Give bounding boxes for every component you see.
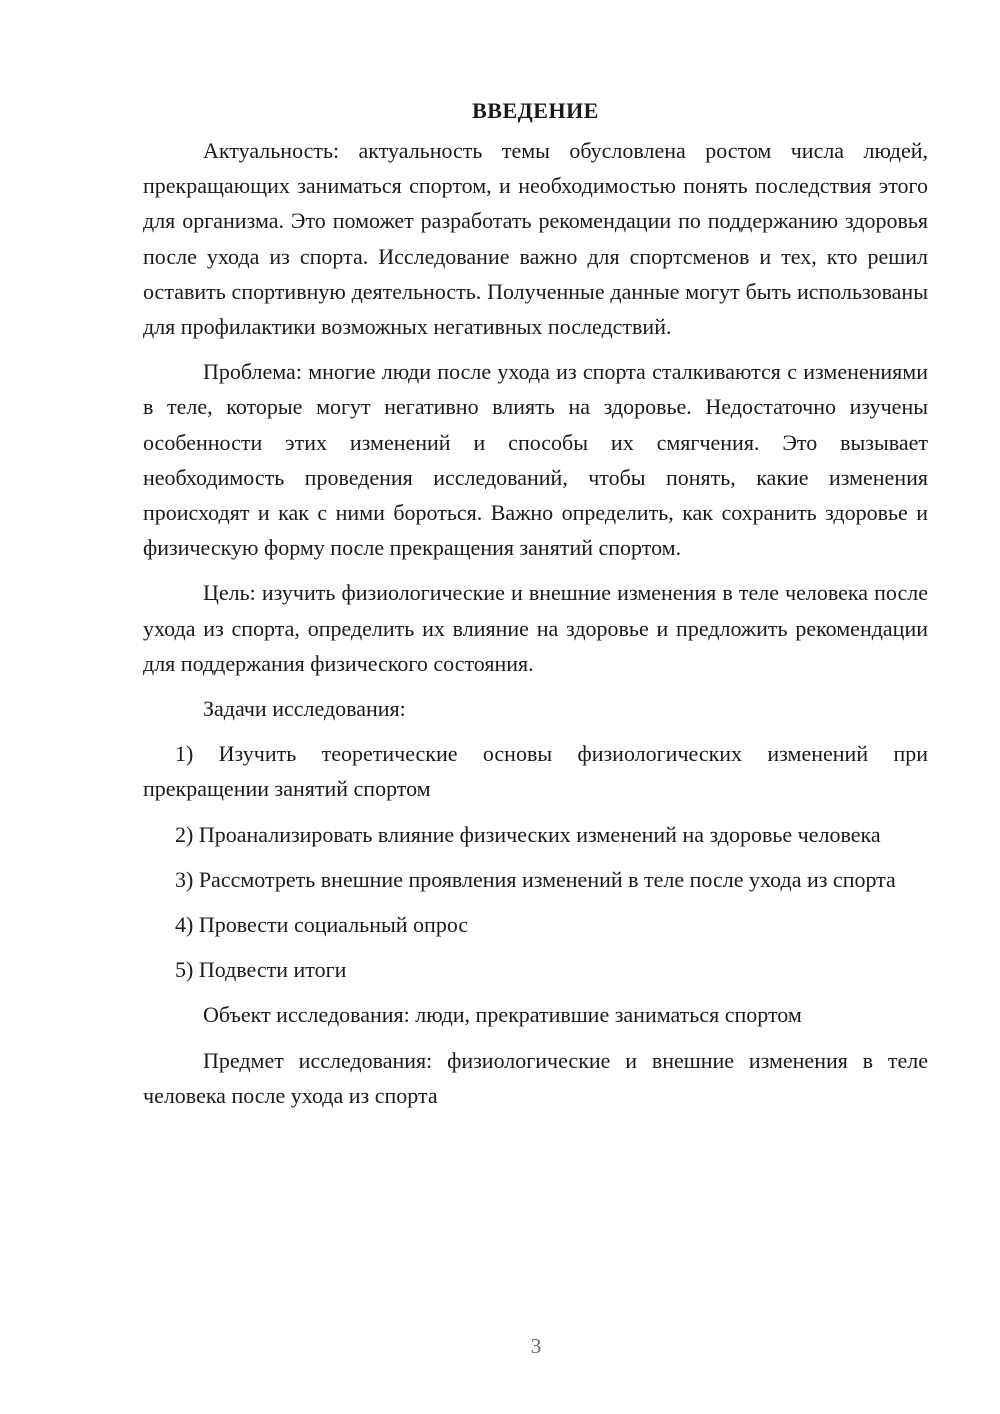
subject-paragraph: Предмет исследования: физиологические и внешние изменения в теле человека после ухода из спорта: [143, 1047, 928, 1108]
task-item: 4) Провести социальный опрос: [175, 912, 469, 938]
object-paragraph: Объект исследования: люди, прекратившие заниматься спортом: [203, 1002, 802, 1028]
section-heading: ВВЕДЕНИЕ: [472, 98, 599, 123]
page-number: 3: [530, 1334, 542, 1358]
problem-paragraph: Проблема: многие люди после ухода из спорта сталкиваются с изменениями в теле, которые могут негативно влиять на здоровье. Недостаточно изучены особенности этих изменений и способы их смягчения. Это вызывает необходимость проведения исследований, чтобы понять, какие изменения происходят и как с ними бороться. Важно определить, как сохранить здоровье и физическую форму после прекращения занятий спортом.: [143, 359, 928, 561]
document-page: [143, 96, 928, 1123]
tasks-list: [143, 736, 928, 987]
goal-paragraph: Цель: изучить физиологические и внешние изменения в теле человека после ухода из спорта, определить их влияние на здоровье и предложить рекомендации для поддержания физического состояния.: [143, 580, 928, 676]
task-item: 5) Подвести итоги: [175, 957, 347, 983]
task-item: 3) Рассмотреть внешние проявления изменений в теле после ухода из спорта: [175, 866, 896, 892]
relevance-paragraph: Актуальность: актуальность темы обусловлена ростом числа людей, прекращающих заниматься спортом, и необходимостью понять последствия этого для организма. Это поможет разработать рекомендации по поддержанию здоровья после ухода из спорта. Исследование важно для спортсменов и тех, кто решил оставить спортивную деятельность. Полученные данные могут быть использованы для профилактики возможных негативных последствий.: [143, 138, 928, 340]
task-item: 2) Проанализировать влияние физических изменений на здоровье человека: [175, 821, 881, 847]
task-item: 1) Изучить теоретические основы физиологических изменений при прекращении занятий спортом: [143, 741, 928, 802]
tasks-title: Задачи исследования:: [203, 696, 406, 722]
